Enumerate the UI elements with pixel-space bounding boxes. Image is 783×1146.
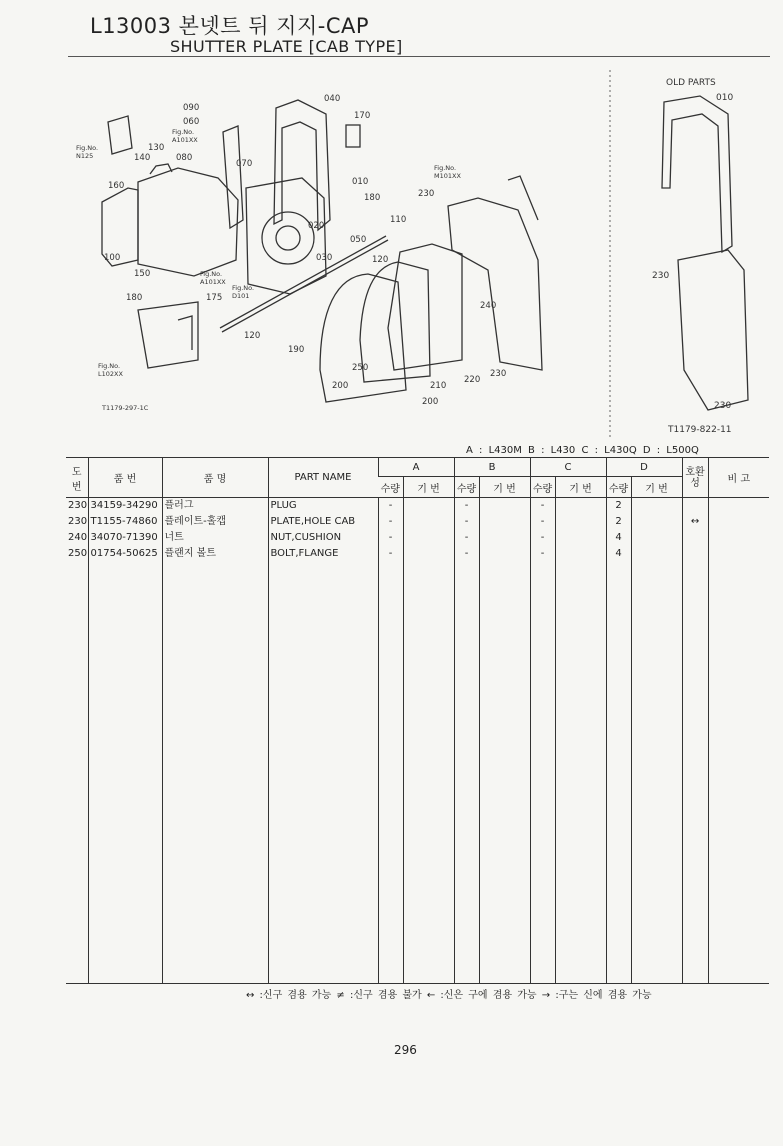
exploded-parts-diagram [68, 70, 770, 440]
row-b-base [479, 546, 530, 562]
row-a-qty: - [378, 546, 403, 562]
col-b-qty-header: 수량 [454, 477, 479, 498]
col-name-kr-header: 품 명 [162, 458, 268, 498]
svg-text:060: 060 [183, 117, 200, 127]
svg-text:110: 110 [390, 215, 407, 225]
svg-text:Fig.No.: Fig.No. [434, 164, 457, 172]
svg-text:010: 010 [716, 93, 734, 103]
row-ref: 250 [68, 548, 88, 559]
row-b-qty: - [454, 546, 479, 562]
row-c-base [555, 498, 606, 515]
svg-text:250: 250 [352, 363, 369, 373]
row-b-qty: - [454, 530, 479, 546]
col-part-no-header: 품 번 [88, 458, 162, 498]
row-part-name: PLUG [268, 498, 378, 515]
svg-text:160: 160 [108, 181, 125, 191]
row-b-qty: - [454, 498, 479, 515]
svg-text:OLD PARTS: OLD PARTS [666, 78, 716, 88]
svg-text:A101XX: A101XX [200, 278, 226, 286]
col-a-base-header: 기 번 [403, 477, 454, 498]
row-c-qty: - [530, 498, 555, 515]
col-b-base-header: 기 번 [479, 477, 530, 498]
row-a-base [403, 498, 454, 515]
table-row [66, 530, 769, 546]
svg-text:190: 190 [288, 345, 305, 355]
row-d-base [631, 498, 682, 515]
row-ref: 240 [68, 532, 88, 543]
row-part-no: T1155-74860 [88, 514, 162, 530]
row-ref: 230 [68, 516, 88, 527]
row-a-qty: - [378, 514, 403, 530]
row-part-no: 01754-50625 [88, 546, 162, 562]
svg-text:210: 210 [430, 381, 447, 391]
table-row [66, 546, 769, 562]
page-number: 296 [394, 1043, 417, 1057]
col-model-a-header: A [378, 458, 454, 477]
col-d-qty-header: 수량 [606, 477, 631, 498]
svg-text:140: 140 [134, 153, 151, 163]
svg-text:040: 040 [324, 94, 341, 104]
row-b-base [479, 498, 530, 515]
page-title: L13003 본넷트 뒤 지지-CAP [90, 14, 370, 38]
svg-text:Fig.No.: Fig.No. [98, 362, 121, 370]
col-a-qty-header: 수량 [378, 477, 403, 498]
svg-text:200: 200 [332, 381, 349, 391]
row-a-qty: - [378, 498, 403, 515]
svg-text:200: 200 [422, 397, 439, 407]
row-b-base [479, 514, 530, 530]
svg-text:080: 080 [176, 153, 193, 163]
row-c-qty: - [530, 530, 555, 546]
table-row [66, 514, 769, 530]
svg-text:030: 030 [316, 253, 333, 263]
svg-text:120: 120 [372, 255, 389, 265]
svg-text:020: 020 [308, 221, 325, 231]
col-model-b-header: B [454, 458, 530, 477]
svg-text:Fig.No.: Fig.No. [200, 270, 223, 278]
svg-text:090: 090 [183, 103, 200, 113]
svg-text:150: 150 [134, 269, 151, 279]
row-d-qty: 2 [606, 498, 631, 515]
row-d-base [631, 530, 682, 546]
table-filler-row [66, 562, 769, 984]
svg-text:175: 175 [206, 293, 223, 303]
row-c-qty: - [530, 546, 555, 562]
col-c-qty-header: 수량 [530, 477, 555, 498]
row-d-base [631, 546, 682, 562]
row-interchange [682, 530, 708, 546]
row-c-base [555, 514, 606, 530]
row-name-kr: 너트 [162, 530, 268, 546]
svg-text:070: 070 [236, 159, 253, 169]
row-a-base [403, 530, 454, 546]
svg-text:230: 230 [490, 369, 507, 379]
svg-text:120: 120 [244, 331, 261, 341]
page-subtitle: SHUTTER PLATE [CAB TYPE] [170, 37, 403, 56]
row-interchange: ↔ [682, 514, 708, 530]
svg-text:N125: N125 [76, 152, 94, 160]
svg-text:A101XX: A101XX [172, 136, 198, 144]
row-c-qty: - [530, 514, 555, 530]
svg-text:050: 050 [350, 235, 367, 245]
svg-text:L102XX: L102XX [98, 370, 123, 378]
svg-text:220: 220 [464, 375, 481, 385]
svg-text:130: 130 [148, 143, 165, 153]
row-a-base [403, 514, 454, 530]
row-c-base [555, 530, 606, 546]
row-remarks [708, 514, 769, 530]
row-part-name: NUT,CUSHION [268, 530, 378, 546]
svg-text:M101XX: M101XX [434, 172, 461, 180]
col-d-base-header: 기 번 [631, 477, 682, 498]
row-name-kr: 플러그 [162, 498, 268, 515]
row-remarks [708, 498, 769, 515]
row-name-kr: 플랜지 볼트 [162, 546, 268, 562]
row-part-name: PLATE,HOLE CAB [268, 514, 378, 530]
svg-text:T1179-822-11: T1179-822-11 [668, 425, 732, 435]
svg-text:230: 230 [714, 401, 732, 411]
svg-text:Fig.No.: Fig.No. [232, 284, 255, 292]
col-model-d-header: D [606, 458, 682, 477]
row-d-qty: 4 [606, 530, 631, 546]
title-divider [68, 56, 770, 57]
model-legend: A : L430M B : L430 C : L430Q D : L500Q [466, 445, 699, 456]
svg-text:010: 010 [352, 177, 369, 187]
row-interchange [682, 498, 708, 515]
svg-text:170: 170 [354, 111, 371, 121]
row-a-qty: - [378, 530, 403, 546]
row-b-base [479, 530, 530, 546]
col-interchange-header: 호환성 [682, 458, 708, 498]
col-part-name-header: PART NAME [268, 458, 378, 498]
parts-table [66, 457, 769, 984]
table-row [66, 498, 769, 515]
row-d-qty: 2 [606, 514, 631, 530]
row-part-no: 34159-34290 [88, 498, 162, 515]
row-a-base [403, 546, 454, 562]
col-model-c-header: C [530, 458, 606, 477]
svg-text:240: 240 [480, 301, 497, 311]
row-d-qty: 4 [606, 546, 631, 562]
row-interchange [682, 546, 708, 562]
svg-text:180: 180 [364, 193, 381, 203]
row-remarks [708, 546, 769, 562]
row-remarks [708, 530, 769, 546]
row-part-no: 34070-71390 [88, 530, 162, 546]
svg-text:100: 100 [104, 253, 121, 263]
svg-text:T1179-297-1C: T1179-297-1C [102, 404, 149, 412]
svg-text:180: 180 [126, 293, 143, 303]
interchangeability-legend: ↔ :신구 겸용 가능 ≠ :신구 겸용 불가 ← :신은 구에 겸용 가능 → :구는 신에 겸용 가능 [246, 990, 652, 1001]
svg-text:Fig.No.: Fig.No. [172, 128, 195, 136]
row-d-base [631, 514, 682, 530]
svg-text:230: 230 [418, 189, 435, 199]
row-ref: 230 [68, 500, 88, 511]
col-c-base-header: 기 번 [555, 477, 606, 498]
row-part-name: BOLT,FLANGE [268, 546, 378, 562]
svg-text:230: 230 [652, 271, 670, 281]
col-ref-header: 도 번 [66, 458, 88, 498]
row-name-kr: 플레이트-홀캡 [162, 514, 268, 530]
col-remarks-header: 비 고 [708, 458, 769, 498]
row-b-qty: - [454, 514, 479, 530]
svg-text:D101: D101 [232, 292, 250, 300]
svg-text:Fig.No.: Fig.No. [76, 144, 99, 152]
row-c-base [555, 546, 606, 562]
